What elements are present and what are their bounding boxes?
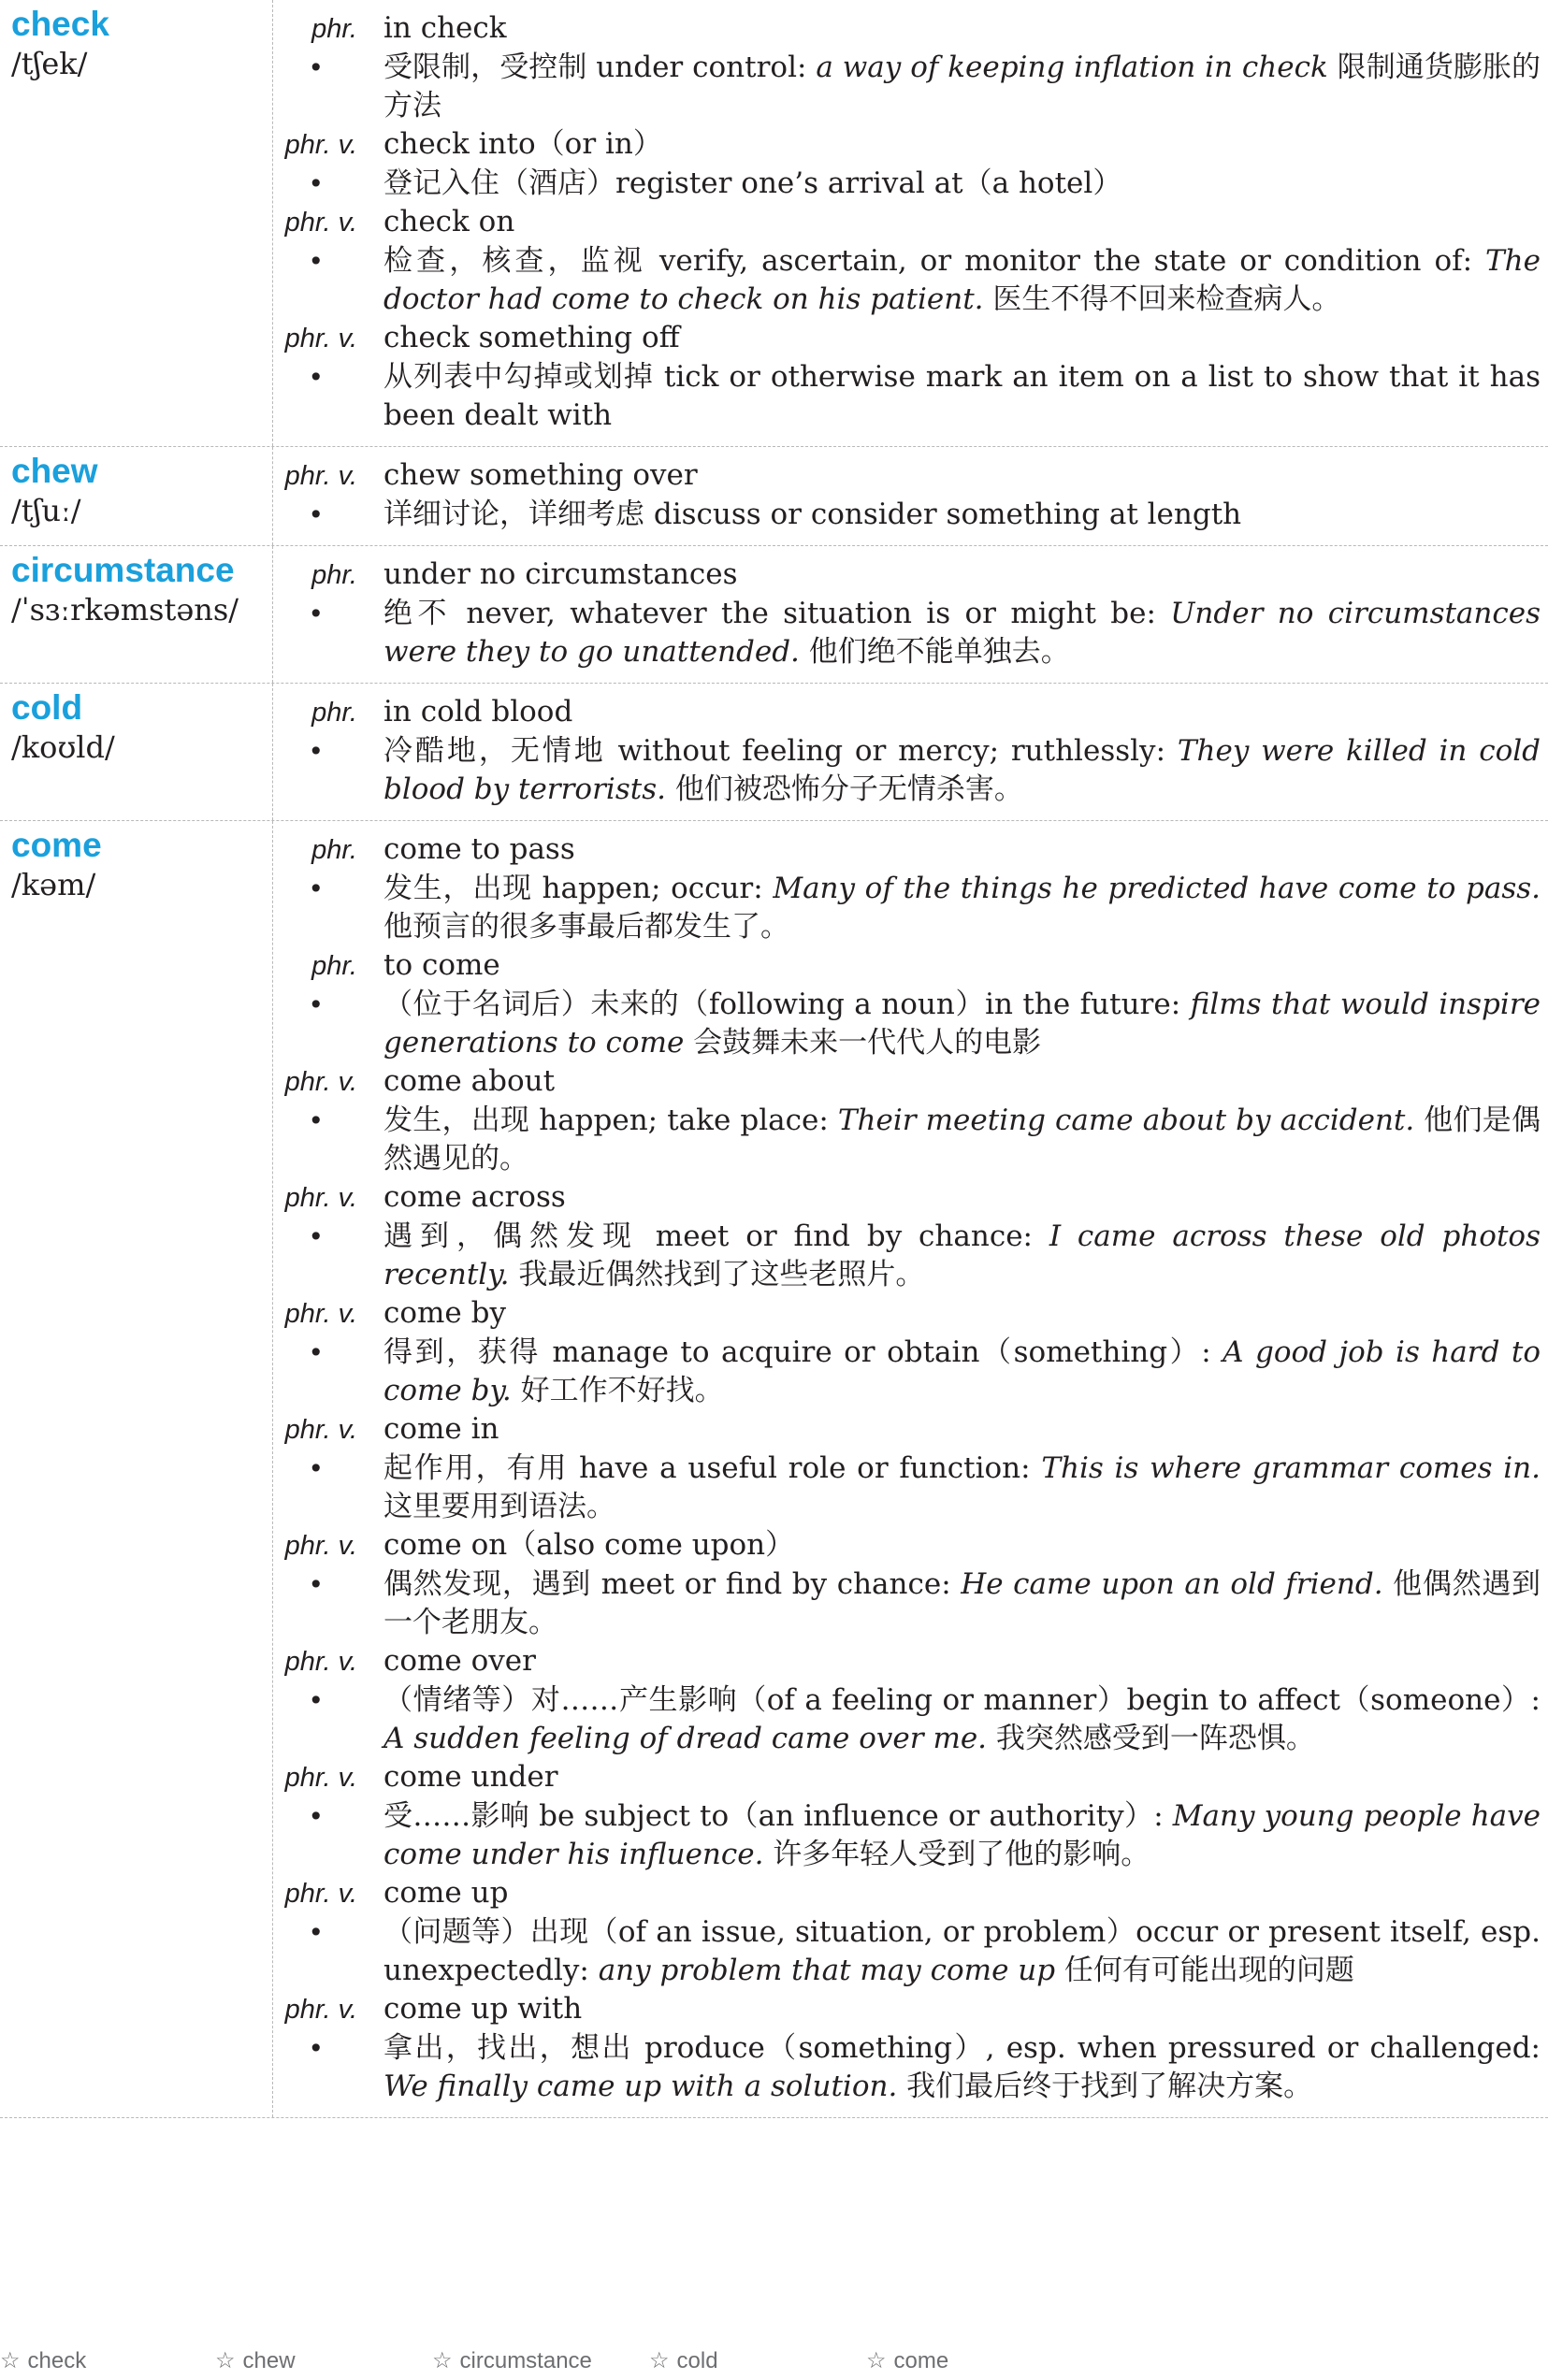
example-sentence: Under no circumstances were they to go unattended. bbox=[383, 597, 1541, 669]
bullet-icon: • bbox=[308, 599, 324, 629]
example-translation: 任何有可能出现的问题 bbox=[1055, 1954, 1354, 1987]
example-sentence: a way of keeping inflation in check bbox=[816, 50, 1328, 84]
phrase-row bbox=[273, 1874, 1541, 1913]
part-of-speech: phr. v. bbox=[284, 1763, 357, 1793]
definition: 拿出，找出，想出 produce（something）, esp. when pressured or challenged: bbox=[383, 2031, 1541, 2065]
definition: 得到，获得 manage to acquire or obtain（something）: bbox=[383, 1335, 1223, 1369]
definition-text bbox=[383, 1681, 1541, 1758]
senses-column bbox=[273, 447, 1548, 545]
definition: 发生，出现 happen; occur: bbox=[383, 872, 774, 905]
part-of-speech: phr. bbox=[311, 951, 357, 981]
example-translation: 医生不得不回来检查病人。 bbox=[983, 282, 1341, 316]
bullet-icon: • bbox=[308, 168, 324, 199]
headword-column bbox=[0, 447, 273, 545]
definition: 遇到，偶然发现 meet or find by chance: bbox=[383, 1219, 1049, 1253]
phrase: come about bbox=[383, 1064, 556, 1098]
footer-tab-label: circumstance bbox=[459, 2347, 592, 2373]
definition: 详细讨论，详细考虑 discuss or consider something at length bbox=[383, 498, 1242, 531]
phrase: come across bbox=[383, 1180, 566, 1214]
bullet-icon: • bbox=[308, 1917, 324, 1948]
example-sentence: We finally came up with a solution. bbox=[383, 2070, 898, 2103]
part-of-speech: phr. v. bbox=[284, 461, 357, 491]
star-icon: ☆ bbox=[215, 2348, 236, 2373]
definition-row bbox=[273, 1565, 1541, 1642]
definition: 绝不 never, whatever the situation is or might be: bbox=[383, 597, 1171, 630]
phrase-row bbox=[273, 1294, 1541, 1334]
headword: circumstance bbox=[11, 551, 235, 589]
example-sentence: A good job is hard to come by. bbox=[383, 1335, 1541, 1407]
definition: 起作用，有用 have a useful role or function: bbox=[383, 1451, 1042, 1485]
example-translation: 他们是偶然遇见的。 bbox=[383, 1103, 1541, 1176]
phrase-row bbox=[273, 1758, 1541, 1797]
entry-3 bbox=[0, 684, 1548, 821]
footer-tab-label: cold bbox=[676, 2347, 718, 2373]
phrase: come in bbox=[383, 1412, 499, 1446]
phrase: in check bbox=[383, 11, 507, 45]
example-translation: 我突然感受到一阵恐惧。 bbox=[987, 1722, 1315, 1755]
definition-row bbox=[273, 986, 1541, 1062]
senses-column bbox=[273, 684, 1548, 820]
example-translation: 会鼓舞未来一代代人的电影 bbox=[684, 1026, 1042, 1060]
phrase-row bbox=[273, 9, 1541, 49]
definition-row bbox=[273, 1218, 1541, 1294]
definition-text bbox=[383, 358, 1541, 435]
definition-row bbox=[273, 1450, 1541, 1526]
definition-row bbox=[273, 2029, 1541, 2106]
definition-row bbox=[273, 1102, 1541, 1178]
example-sentence: I came across these old photos recently. bbox=[383, 1219, 1541, 1291]
example-sentence: Many young people have come under his influence. bbox=[383, 1799, 1541, 1871]
definition-row bbox=[273, 732, 1541, 809]
entry-0 bbox=[0, 0, 1548, 447]
definition-text bbox=[383, 1565, 1541, 1642]
phrase-row bbox=[273, 1526, 1541, 1565]
phrase: come to pass bbox=[383, 832, 575, 866]
example-translation: 他偶然遇到一个老朋友。 bbox=[383, 1567, 1541, 1639]
example-translation: 许多年轻人受到了他的影响。 bbox=[763, 1838, 1150, 1871]
phrase: under no circumstances bbox=[383, 557, 738, 591]
example-translation: 限制通货膨胀的方法 bbox=[383, 50, 1541, 123]
example-sentence: any problem that may come up bbox=[598, 1954, 1056, 1987]
phrase: come over bbox=[383, 1644, 536, 1678]
definition-text bbox=[383, 1797, 1541, 1874]
example-translation: 他们被恐怖分子无情杀害。 bbox=[665, 772, 1023, 806]
definition-row bbox=[273, 165, 1541, 203]
bullet-icon: • bbox=[308, 1801, 324, 1832]
headword: check bbox=[11, 5, 109, 43]
phrase: check something off bbox=[383, 321, 680, 354]
part-of-speech: phr. bbox=[311, 560, 357, 590]
senses-column bbox=[273, 0, 1548, 446]
definition: 偶然发现，遇到 meet or find by chance: bbox=[383, 1567, 962, 1601]
phonetic: /ˈsɜːrkəmstəns/ bbox=[11, 592, 239, 627]
definition: 受限制，受控制 under control: bbox=[383, 50, 817, 84]
phrase: chew something over bbox=[383, 458, 698, 492]
phrase-row bbox=[273, 456, 1541, 496]
part-of-speech: phr. v. bbox=[284, 1299, 357, 1329]
entry-2 bbox=[0, 546, 1548, 684]
definition-text bbox=[383, 49, 1541, 125]
bullet-icon: • bbox=[308, 1569, 324, 1600]
footer-tab-label: come bbox=[893, 2347, 949, 2373]
definition-row bbox=[273, 358, 1541, 435]
bullet-icon: • bbox=[308, 499, 324, 530]
phrase-row bbox=[273, 946, 1541, 986]
senses-column bbox=[273, 546, 1548, 683]
star-icon: ☆ bbox=[866, 2348, 887, 2373]
bullet-icon: • bbox=[308, 1337, 324, 1368]
bullet-icon: • bbox=[308, 736, 324, 767]
definition-row bbox=[273, 1797, 1541, 1874]
example-sentence: This is where grammar comes in. bbox=[1041, 1451, 1541, 1485]
phrase-row bbox=[273, 693, 1541, 732]
bullet-icon: • bbox=[308, 1221, 324, 1252]
part-of-speech: phr. v. bbox=[284, 324, 357, 353]
phrase: check into（or in） bbox=[383, 127, 662, 161]
phonetic: /tʃek/ bbox=[11, 46, 88, 81]
definition: 检查，核查，监视 verify, ascertain, or monitor the state or condition of: bbox=[383, 244, 1485, 278]
phonetic: /kəm/ bbox=[11, 867, 96, 902]
definition-text bbox=[383, 595, 1541, 671]
star-icon: ☆ bbox=[649, 2348, 670, 2373]
headword-column bbox=[0, 684, 273, 820]
phrase-row bbox=[273, 1642, 1541, 1681]
definition-text bbox=[383, 870, 1541, 946]
example-sentence: They were killed in cold blood by terrorists. bbox=[383, 734, 1541, 806]
definition: 冷酷地，无情地 without feeling or mercy; ruthlessly: bbox=[383, 734, 1178, 768]
footer-word-index bbox=[0, 2345, 1548, 2380]
part-of-speech: phr. v. bbox=[284, 1415, 357, 1445]
definition-row bbox=[273, 49, 1541, 125]
headword-column bbox=[0, 0, 273, 446]
example-translation: 好工作不好找。 bbox=[511, 1374, 724, 1407]
part-of-speech: phr. bbox=[311, 698, 357, 728]
definition: （问题等）出现（of an issue, situation, or problem）occur or present itself, esp. unexpectedly: bbox=[383, 1915, 1541, 1987]
headword: chew bbox=[11, 452, 98, 490]
definition-text bbox=[383, 1913, 1541, 1990]
definition-text bbox=[383, 986, 1541, 1062]
part-of-speech: phr. bbox=[311, 835, 357, 865]
phonetic: /koʊld/ bbox=[11, 729, 115, 765]
phrase-row bbox=[273, 830, 1541, 870]
definition-row bbox=[273, 242, 1541, 319]
bullet-icon: • bbox=[308, 2033, 324, 2064]
definition: （情绪等）对……产生影响（of a feeling or manner）begin to affect（someone）: bbox=[383, 1683, 1541, 1717]
star-icon: ☆ bbox=[432, 2348, 453, 2373]
example-translation: 我最近偶然找到了这些老照片。 bbox=[509, 1258, 925, 1291]
part-of-speech: phr. v. bbox=[284, 208, 357, 238]
headword-column bbox=[0, 546, 273, 683]
example-sentence: films that would inspire generations to come bbox=[383, 988, 1541, 1060]
example-sentence: Their meeting came about by accident. bbox=[837, 1103, 1415, 1137]
definition-row bbox=[273, 870, 1541, 946]
footer-tab-circumstance[interactable] bbox=[432, 2347, 592, 2374]
headword: cold bbox=[11, 688, 83, 727]
footer-tab-check[interactable] bbox=[0, 2347, 86, 2374]
phrase-row bbox=[273, 1062, 1541, 1102]
phrase: come under bbox=[383, 1760, 558, 1794]
phrase-row bbox=[273, 319, 1541, 358]
example-sentence: He came upon an old friend. bbox=[961, 1567, 1383, 1601]
definition: 发生，出现 happen; take place: bbox=[383, 1103, 838, 1137]
part-of-speech: phr. bbox=[311, 14, 357, 44]
definition: 从列表中勾掉或划掉 tick or otherwise mark an item on a list to show that it has been dealt with bbox=[383, 360, 1541, 432]
definition-text bbox=[383, 242, 1541, 319]
definition-text bbox=[383, 732, 1541, 809]
part-of-speech: phr. v. bbox=[284, 130, 357, 160]
example-translation: 这里要用到语法。 bbox=[383, 1490, 615, 1523]
phrase: in cold blood bbox=[383, 695, 573, 728]
phonetic: /tʃuː/ bbox=[11, 493, 81, 528]
phrase-row bbox=[273, 203, 1541, 242]
definition-row bbox=[273, 595, 1541, 671]
headword: come bbox=[11, 826, 102, 864]
phrase: come by bbox=[383, 1296, 506, 1330]
star-icon: ☆ bbox=[0, 2348, 21, 2373]
definition-row bbox=[273, 496, 1541, 534]
footer-tab-cold[interactable] bbox=[649, 2347, 718, 2374]
bullet-icon: • bbox=[308, 1105, 324, 1136]
definition-text bbox=[383, 1102, 1541, 1178]
definition-text bbox=[383, 2029, 1541, 2106]
example-translation: 我们最后终于找到了解决方案。 bbox=[897, 2070, 1313, 2103]
example-sentence: The doctor had come to check on his patient. bbox=[383, 244, 1541, 316]
bullet-icon: • bbox=[308, 246, 324, 277]
example-sentence: Many of the things he predicted have come to pass. bbox=[773, 872, 1541, 905]
phrase-row bbox=[273, 555, 1541, 595]
footer-tab-label: chew bbox=[242, 2347, 296, 2373]
definition: 登记入住（酒店）register one’s arrival at（a hotel） bbox=[383, 166, 1122, 200]
definition-text bbox=[383, 1334, 1541, 1410]
definition: （位于名词后）未来的（following a noun）in the future: bbox=[383, 988, 1191, 1021]
part-of-speech: phr. v. bbox=[284, 1995, 357, 2025]
bullet-icon: • bbox=[308, 989, 324, 1020]
example-translation: 他们绝不能单独去。 bbox=[799, 635, 1070, 669]
entry-1 bbox=[0, 447, 1548, 546]
bullet-icon: • bbox=[308, 873, 324, 904]
definition-text bbox=[383, 1218, 1541, 1294]
entry-4 bbox=[0, 821, 1548, 2118]
bullet-icon: • bbox=[308, 52, 324, 83]
phrase-row bbox=[273, 1410, 1541, 1450]
senses-column bbox=[273, 821, 1548, 2117]
phrase-row bbox=[273, 1178, 1541, 1218]
part-of-speech: phr. v. bbox=[284, 1647, 357, 1677]
part-of-speech: phr. v. bbox=[284, 1183, 357, 1213]
footer-tab-come[interactable] bbox=[866, 2347, 948, 2374]
definition-text bbox=[383, 165, 1541, 203]
headword-column bbox=[0, 821, 273, 2117]
definition-row bbox=[273, 1681, 1541, 1758]
bullet-icon: • bbox=[308, 1453, 324, 1484]
example-sentence: A sudden feeling of dread came over me. bbox=[383, 1722, 988, 1755]
footer-tab-label: check bbox=[27, 2347, 87, 2373]
phrase: check on bbox=[383, 205, 515, 238]
part-of-speech: phr. v. bbox=[284, 1879, 357, 1909]
phrase: come up with bbox=[383, 1992, 583, 2026]
part-of-speech: phr. v. bbox=[284, 1531, 357, 1561]
footer-tab-chew[interactable] bbox=[215, 2347, 296, 2374]
phrase-row bbox=[273, 125, 1541, 165]
definition-row bbox=[273, 1334, 1541, 1410]
definition-row bbox=[273, 1913, 1541, 1990]
definition-text bbox=[383, 496, 1541, 534]
phrase: come on（also come upon） bbox=[383, 1528, 795, 1562]
phrase-row bbox=[273, 1990, 1541, 2029]
example-translation: 他预言的很多事最后都发生了。 bbox=[383, 910, 789, 944]
bullet-icon: • bbox=[308, 1685, 324, 1716]
phrase: to come bbox=[383, 948, 500, 982]
part-of-speech: phr. v. bbox=[284, 1067, 357, 1097]
definition-text bbox=[383, 1450, 1541, 1526]
phrase: come up bbox=[383, 1876, 509, 1910]
bullet-icon: • bbox=[308, 362, 324, 393]
definition: 受……影响 be subject to（an influence or authority）: bbox=[383, 1799, 1173, 1833]
